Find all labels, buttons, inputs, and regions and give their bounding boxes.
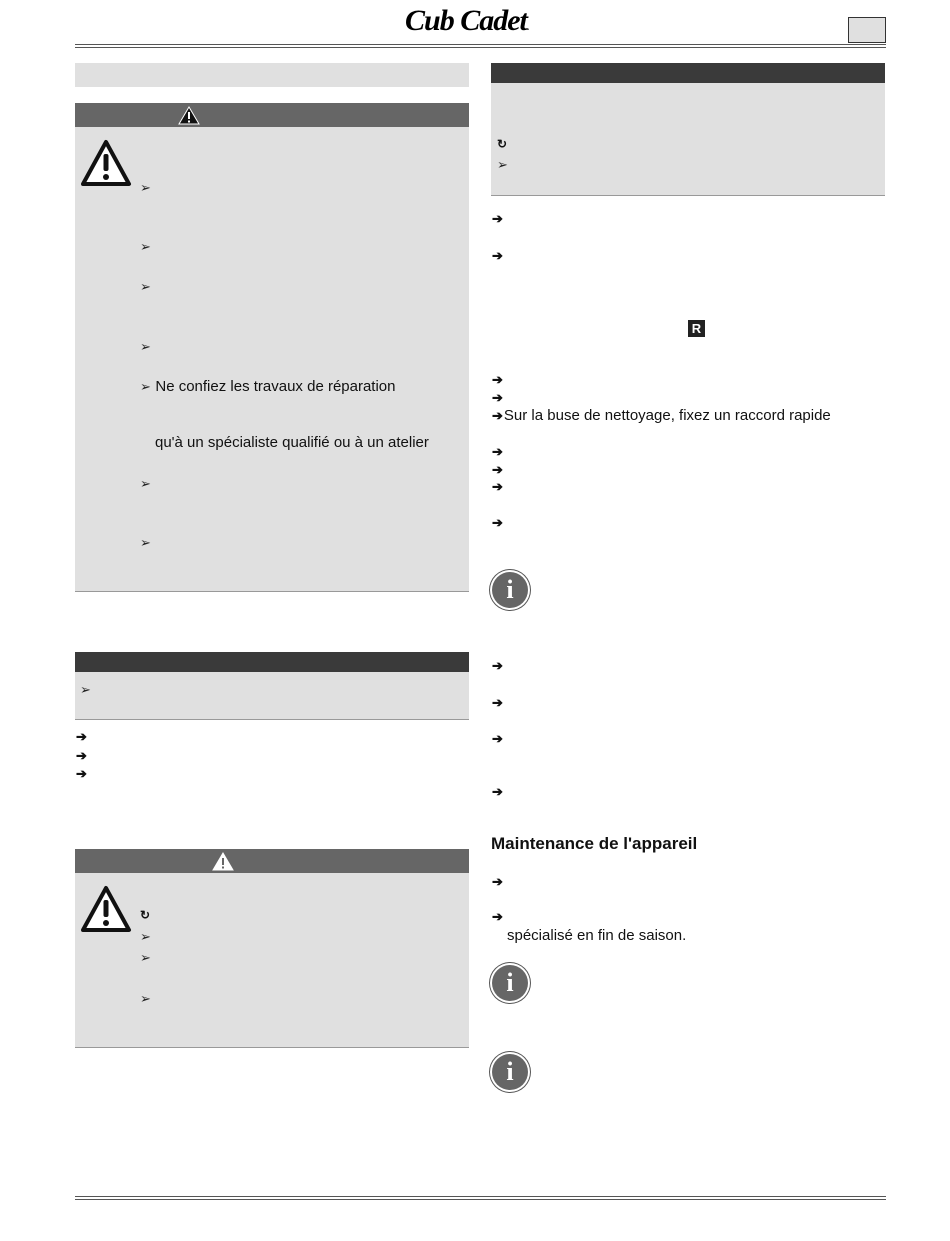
quick-coupling-text: Sur la buse de nettoyage, fixez un raccord rapide [503, 407, 831, 424]
right-arrow-2: ➔ [492, 248, 503, 263]
maint-arrow-2: ➔ [492, 909, 503, 924]
warning-triangle-icon [178, 106, 200, 125]
warning-triangle-icon [80, 139, 132, 187]
warning-bullet-6: ➢ [140, 476, 151, 491]
warning-bullet-3: ➢ [140, 279, 151, 294]
right-arrow-3: ➔ [492, 372, 503, 387]
warning-bullet-7: ➢ [140, 535, 151, 550]
right-note-bullet: ➢ [497, 157, 508, 172]
warning-box [75, 127, 469, 592]
right-note-box [491, 83, 885, 196]
warning-bullet-1: ➢ [140, 180, 151, 195]
warning-continuation-text: qu'à un spécialiste qualifié ou à un atelier [155, 434, 429, 451]
warning-bullet-5: ➢ Ne confiez les travaux de réparation [140, 378, 396, 395]
info-icon: i [492, 1054, 528, 1090]
section-title-bar [75, 63, 469, 87]
note-header-bar [75, 652, 469, 672]
circle-arrow-icon: ↻ [497, 137, 508, 151]
right-arrow-8: ➔ [492, 479, 503, 494]
right-arrow-11: ➔ [492, 695, 503, 710]
right-arrow-1: ➔ [492, 211, 503, 226]
right-arrow-9: ➔ [492, 515, 503, 530]
brand-logo: Cub Cadet. [405, 4, 529, 37]
right-arrow-13: ➔ [492, 784, 503, 799]
warning-triangle-icon [80, 885, 132, 933]
right-arrow-6: ➔ [492, 444, 503, 459]
footer-rule-top [75, 1196, 886, 1197]
warning-bullet-text: Ne confiez les travaux de réparation [155, 378, 396, 395]
circle-arrow-icon: ↻ [140, 908, 151, 922]
note-box [75, 672, 469, 720]
note-bullet: ➢ [80, 682, 91, 697]
header-rule-bottom [75, 47, 886, 48]
warning-header-bar [75, 103, 469, 127]
maint-arrow-1: ➔ [492, 874, 503, 889]
maint-continuation-text: spécialisé en fin de saison. [507, 927, 687, 944]
warning-bullet-4: ➢ [140, 339, 151, 354]
reverse-r-badge: R [688, 320, 705, 337]
left-arrow-3: ➔ [76, 766, 87, 781]
warning2-bullet-1: ➢ [140, 929, 151, 944]
info-icon: i [492, 572, 528, 608]
warning-triangle-icon [212, 852, 234, 871]
footer-rule-bottom [75, 1199, 886, 1200]
warning-box-2 [75, 873, 469, 1048]
right-arrow-4: ➔ [492, 390, 503, 405]
left-arrow-2: ➔ [76, 748, 87, 763]
right-arrow-10: ➔ [492, 658, 503, 673]
right-arrow-7: ➔ [492, 462, 503, 477]
right-header-bar [491, 63, 885, 83]
warning-header-bar-2 [75, 849, 469, 873]
right-arrow-12: ➔ [492, 731, 503, 746]
info-icon: i [492, 965, 528, 1001]
right-arrow-5: ➔Sur la buse de nettoyage, fixez un raccord rapide [492, 407, 831, 424]
warning2-bullet-2: ➢ [140, 950, 151, 965]
warning-bullet-2: ➢ [140, 239, 151, 254]
left-arrow-1: ➔ [76, 729, 87, 744]
section-title: Maintenance de l'appareil [491, 834, 698, 853]
header-rule-top [75, 44, 886, 45]
warning2-bullet-3: ➢ [140, 991, 151, 1006]
page-number-box [848, 17, 886, 43]
